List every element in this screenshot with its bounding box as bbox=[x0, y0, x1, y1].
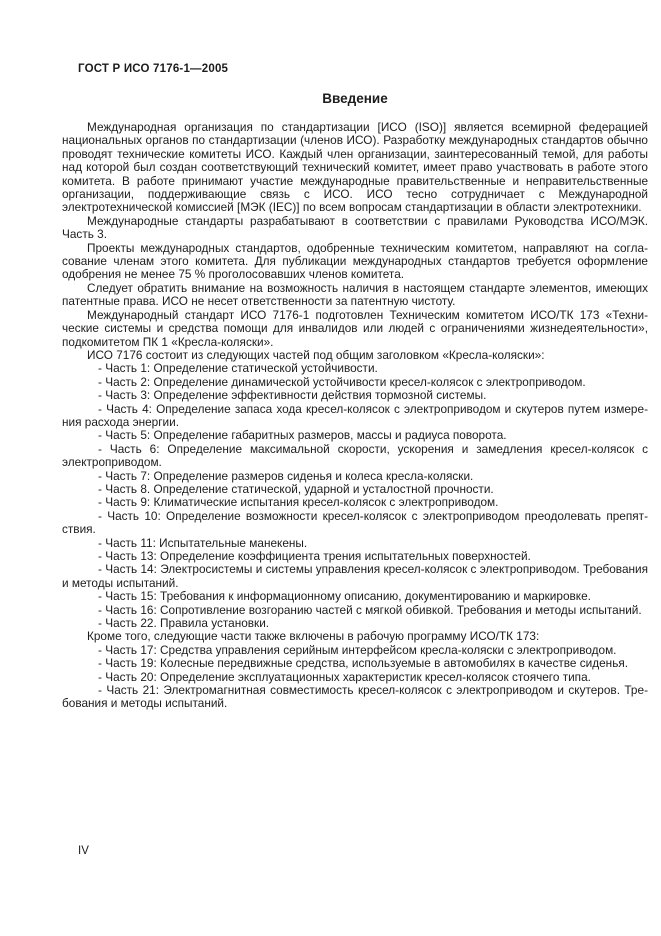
list-item: - Часть 2: Определение динамической устойчивости кресел-колясок с электроприводом. bbox=[98, 374, 586, 389]
list-item: - Часть 4: Определение запаса хода кресел-колясок с электроприводом и скутеров путем измерения расхода энергии. bbox=[62, 401, 648, 429]
list-item: - Часть 6: Определение максимальной скорости, ускорения и замедления кресел-колясок с электроприводом. bbox=[62, 441, 648, 470]
list-item: - Часть 22. Правила установки. bbox=[98, 616, 270, 631]
list-item: - Часть 9: Климатические испытания кресел-колясок с электроприводом. bbox=[98, 495, 499, 510]
paragraph: Международный стандарт ИСО 7176-1 подготовлен Техническим комитетом ИСО/ТК 173 «Технические системы и средства помощи для инвалидов или людей с ограничениями жизнедеятельности», подкомитетом ПК 1 «Кресла-коляски». bbox=[62, 307, 648, 349]
list-item: - Часть 7: Определение размеров сиденья и колеса кресла-коляски. bbox=[98, 468, 474, 483]
list-item: - Часть 17: Средства управления серийным интерфейсом кресла-коляски с электроприводом. bbox=[98, 642, 617, 657]
list-item: - Часть 14: Электросистемы и системы управления кресел-колясок с электроприводом. Требования и методы испытаний. bbox=[62, 562, 648, 590]
list-item: - Часть 1: Определение статической устойчивости. bbox=[98, 361, 378, 376]
list-item: - Часть 10: Определение возможности кресел-колясок с электроприводом преодолевать препятствия. bbox=[62, 508, 648, 537]
list-item: - Часть 15: Требования к информационному описанию, документированию и маркировке. bbox=[98, 589, 591, 604]
paragraph: Международные стандарты разрабатывают в соответствии с правилами Руководства ИСО/МЭК. Часть 3. bbox=[62, 213, 648, 242]
paragraph: Проекты международных стандартов, одобренные техническим комитетом, направляют на согласование членам этого комитета. Для публикации международных стандартов требуется оформление одобрения не менее 75 % проголосовавших членов комитета. bbox=[62, 240, 648, 282]
body-paragraphs bbox=[62, 121, 648, 711]
paragraph: Следует обратить внимание на возможность наличия в настоящем стандарте элементов, имеющих патентные права. ИСО не несет ответственности за патентную чистоту. bbox=[62, 280, 648, 309]
paragraph: ИСО 7176 состоит из следующих частей под общим заголовком «Кресла-коляски»: bbox=[87, 347, 545, 362]
list-item: - Часть 16: Сопротивление возгоранию частей с мягкой обивкой. Требования и методы испытаний. bbox=[98, 602, 642, 617]
doc-code-header: ГОСТ Р ИСО 7176-1—2005 bbox=[78, 63, 229, 75]
list-item: - Часть 11: Испытательные манекены. bbox=[98, 535, 308, 550]
page-number: IV bbox=[78, 845, 89, 857]
list-item: - Часть 5: Определение габаритных размеров, массы и радиуса поворота. bbox=[98, 428, 507, 443]
list-item: - Часть 19: Колесные передвижные средства, используемые в автомобилях в качестве сиденья. bbox=[98, 656, 629, 671]
list-item: - Часть 20: Определение эксплуатационных характеристик кресел-колясок стоячего типа. bbox=[98, 669, 591, 684]
list-item: - Часть 3: Определение эффективности действия тормозной системы. bbox=[98, 388, 487, 403]
list-item: - Часть 13: Определение коэффициента трения испытательных поверхностей. bbox=[98, 549, 531, 563]
paragraph: Кроме того, следующие части также включены в рабочую программу ИСО/ТК 173: bbox=[87, 629, 540, 644]
list-item: - Часть 21: Электромагнитная совместимость кресел-колясок с электроприводом и скутеров. Требования и методы испытаний. bbox=[62, 683, 648, 711]
paragraph: Международная организация по стандартизации [ИСО (ISO)] является всемирной федерацией национальных органов по стандартизации (членов ИСО). Разработку международных стандартов обычно проводят технические комитеты ИСО. Каждый член организации, заинтересованный темой, для работы над которой был создан соответствующий технический комитет, имеет право участвовать в работе этого комитета. В работе принимают участие международные правительственные и неправительственные организации, поддерживающие связь с ИСО. ИСО тесно сотрудничает с Международной электротехнической комиссией [МЭК (IEC)] по всем вопросам стандартизации в области электротехники. bbox=[62, 120, 648, 215]
page-title: Введение bbox=[322, 91, 388, 106]
list-item: - Часть 8. Определение статической, ударной и усталостной прочности. bbox=[98, 481, 494, 496]
